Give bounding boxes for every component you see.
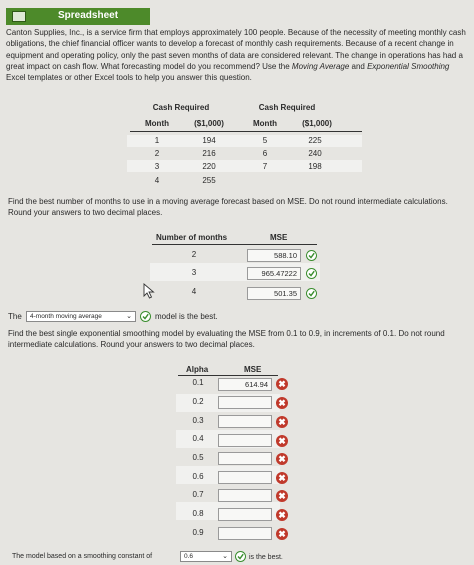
cell-amount: 225 (308, 136, 322, 145)
col-month-right: Month (253, 119, 277, 128)
cell-amount: 198 (308, 162, 322, 171)
cell-alpha: 0.8 (192, 509, 204, 518)
alpha-mse-input-0.8[interactable] (218, 508, 272, 521)
intro-text: Canton Supplies, Inc., is a service firm that employs approximately 100 people. Because of the necessity of meeting monthly cash obligations, the chief financial officer wants to develop a forecast of monthly cash requirements. Because of a recent change in equipment and operating policy, only the past seven months of data are considered relevant. The change in operations has had a great impact on cash flow. What forecasting model do you recommend? Use the (6, 28, 466, 71)
es-answer-suffix: is the best. (249, 554, 283, 561)
check-icon (306, 288, 317, 299)
x-icon: ✖ (276, 435, 288, 447)
cell-month: 3 (154, 162, 160, 171)
cell-month: 2 (154, 149, 160, 158)
col-number-of-months: Number of months (156, 233, 228, 242)
check-icon (306, 250, 317, 261)
alpha-mse-input-0.6[interactable] (218, 471, 272, 484)
intro-text: Excel templates or other Excel tools to help you answer this question. (6, 73, 252, 83)
cell-alpha: 0.9 (192, 528, 204, 537)
mouse-cursor-icon (143, 283, 155, 299)
alpha-mse-input-0.3[interactable] (218, 415, 272, 428)
ma-answer-suffix: model is the best. (155, 312, 218, 321)
x-icon: ✖ (276, 397, 288, 409)
check-icon (235, 551, 246, 562)
alpha-mse-input-0.7[interactable] (218, 489, 272, 502)
cash-head-left: Cash Required (152, 103, 210, 112)
ma-model-select[interactable] (26, 311, 136, 322)
col-month-left: Month (145, 119, 169, 128)
x-icon: ✖ (276, 416, 288, 428)
chevron-down-icon: ⌄ (126, 313, 132, 320)
mse-input-2[interactable]: 588.10 (247, 249, 301, 262)
alpha-mse-input-0.1[interactable]: 614.94 (218, 378, 272, 391)
spreadsheet-icon (12, 11, 26, 22)
cell-months: 4 (191, 287, 197, 296)
smoothing-constant-select[interactable] (180, 551, 232, 562)
x-icon: ✖ (276, 528, 288, 540)
cell-month: 7 (262, 162, 268, 171)
x-icon: ✖ (276, 472, 288, 484)
x-icon: ✖ (276, 509, 288, 521)
x-icon: ✖ (276, 453, 288, 465)
mse-input-3[interactable]: 965.47222 (247, 267, 301, 280)
cell-alpha: 0.5 (192, 453, 204, 462)
cell-months: 2 (191, 250, 197, 259)
cell-amount: 240 (308, 149, 322, 158)
col-amount-right: ($1,000) (302, 119, 332, 128)
ma-answer-prefix: The (8, 312, 22, 321)
cell-month: 6 (262, 149, 268, 158)
cell-alpha: 0.3 (192, 416, 204, 425)
table-divider (178, 375, 278, 376)
cell-amount: 194 (202, 136, 216, 145)
alpha-mse-input-0.2[interactable] (218, 396, 272, 409)
alpha-mse-input-0.5[interactable] (218, 452, 272, 465)
spreadsheet-header[interactable] (6, 8, 150, 25)
table-divider (152, 244, 317, 245)
smoothing-constant-selected-value: 0.6 (184, 553, 194, 560)
cell-amount: 220 (202, 162, 216, 171)
check-icon (140, 311, 151, 322)
x-icon: ✖ (276, 378, 288, 390)
col-mse: MSE (244, 365, 262, 374)
spreadsheet-title: Spreadsheet (58, 10, 119, 21)
cell-alpha: 0.2 (192, 397, 204, 406)
ma-model-selected-value: 4-month moving average (30, 313, 102, 320)
alpha-mse-input-0.4[interactable] (218, 434, 272, 447)
col-alpha: Alpha (186, 365, 209, 374)
es-answer-prefix: The model based on a smoothing constant of (12, 553, 153, 560)
cell-months: 3 (191, 268, 197, 277)
cell-alpha: 0.1 (192, 378, 204, 387)
cell-alpha: 0.6 (192, 472, 204, 481)
ma-question: Find the best number of months to use in a moving average forecast based on MSE. Do not round intermediate calculations. Round your answers to two decimal places. (8, 197, 448, 217)
es-question: Find the best single exponential smoothing model by evaluating the MSE from 0.1 to 0.9, in increments of 0.1. Do not round intermediate calculations. Round your answers to two decimal places. (8, 329, 445, 349)
cell-month: 4 (154, 176, 160, 185)
intro-em-exp-smoothing: Exponential Smoothing (367, 61, 450, 71)
check-icon (306, 268, 317, 279)
cell-month: 1 (154, 136, 160, 145)
mse-input-4[interactable]: 501.35 (247, 287, 301, 300)
table-divider (130, 131, 362, 132)
col-mse: MSE (270, 233, 288, 242)
cash-head-right: Cash Required (258, 103, 316, 112)
cell-month: 5 (262, 136, 268, 145)
col-amount-left: ($1,000) (194, 119, 224, 128)
cell-amount: 255 (202, 176, 216, 185)
intro-text: and (349, 61, 368, 71)
cell-alpha: 0.4 (192, 434, 204, 443)
cell-alpha: 0.7 (192, 490, 204, 499)
chevron-down-icon: ⌄ (222, 553, 228, 560)
alpha-mse-input-0.9[interactable] (218, 527, 272, 540)
problem-description (6, 27, 468, 83)
intro-em-moving-average: Moving Average (291, 61, 350, 71)
x-icon: ✖ (276, 490, 288, 502)
cell-amount: 216 (202, 149, 216, 158)
